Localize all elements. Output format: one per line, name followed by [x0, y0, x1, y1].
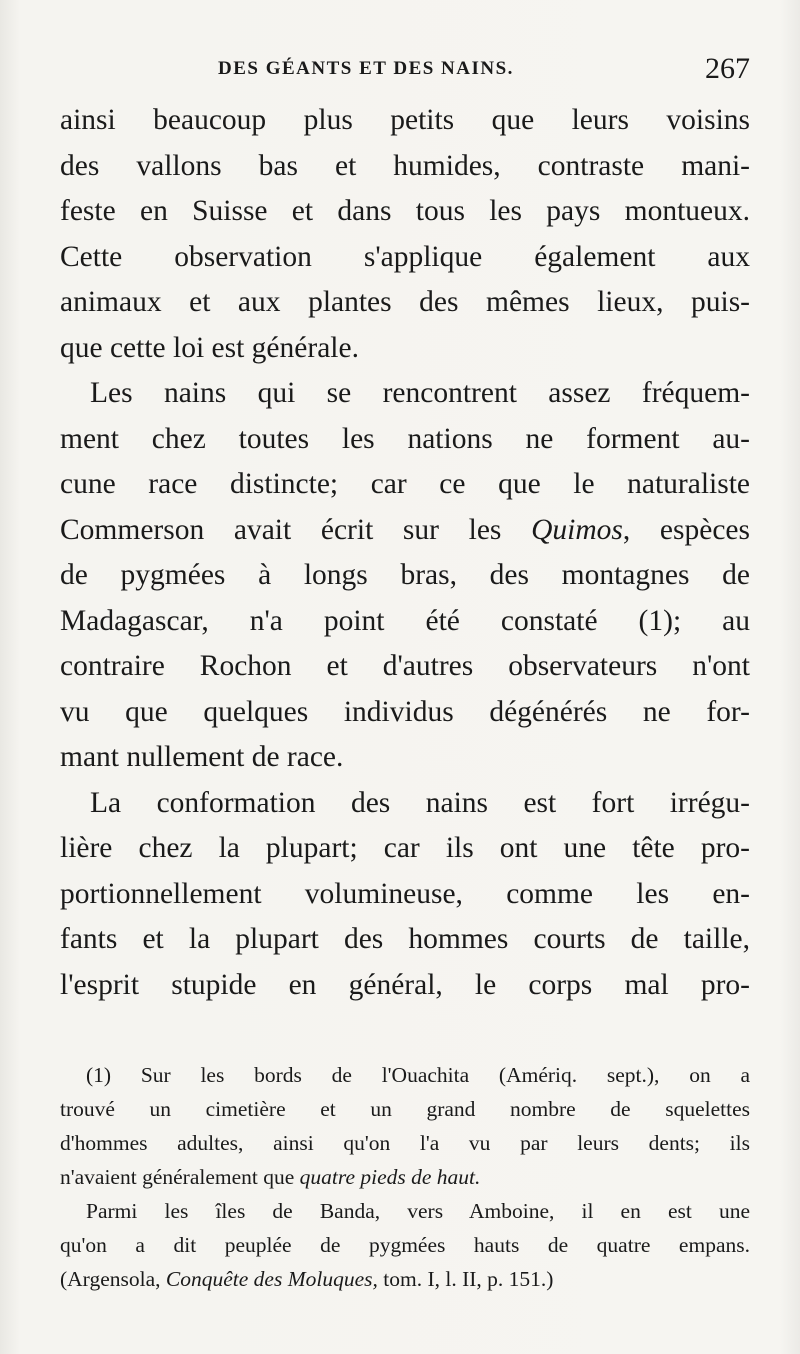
text-line: vu que quelques individus dégénérés ne for-: [60, 695, 750, 728]
running-head: DES GÉANTS ET DES NAINS.: [218, 58, 514, 79]
text-line: de pygmées à longs bras, des montagnes de: [60, 559, 750, 591]
page-number: 267: [705, 52, 750, 85]
text-line: Cette observation s'applique également aux: [60, 240, 750, 273]
text-line: portionnellement volumineuse, comme les en-: [60, 877, 750, 910]
text-line-with-italic: [60, 508, 750, 554]
text-line: ment chez toutes les nations ne forment au-: [60, 422, 750, 455]
footnote-line: Parmi les îles de Banda, vers Amboine, il en est une: [86, 1199, 750, 1223]
text-line: Les nains qui se rencontrent assez fréquem-: [90, 377, 750, 409]
text-line: mant nullement de race.: [60, 741, 344, 773]
text-line: animaux et aux plantes des mêmes lieux, puis-: [60, 286, 750, 318]
text-line: que cette loi est générale.: [60, 331, 359, 364]
text-line: fants et la plupart des hommes courts de taille,: [60, 923, 750, 955]
footnote-line: (1) Sur les bords de l'Ouachita (Amériq. sept.), on a: [86, 1063, 750, 1087]
text-segment: n'avaient généralement que: [60, 1165, 295, 1189]
footnote-line: trouvé un cimetière et un grand nombre de squelettes: [60, 1097, 750, 1121]
text-segment: tom. I, l. II, p. 151.): [383, 1267, 554, 1291]
footnote-line-with-italic: [60, 1262, 750, 1296]
text-line: contraire Rochon et d'autres observateurs n'ont: [60, 650, 750, 682]
italic-term: Quimos: [531, 513, 623, 546]
text-line: l'esprit stupide en général, le corps mal pro-: [60, 968, 750, 1001]
text-line: des vallons bas et humides, contraste mani-: [60, 149, 750, 182]
text-segment: Commerson avait écrit sur les: [60, 513, 502, 546]
text-segment: , espèces: [622, 513, 751, 546]
text-line: La conformation des nains est fort irrégu-: [90, 786, 750, 819]
footnote-line: qu'on a dit peuplée de pygmées hauts de quatre empans.: [60, 1233, 750, 1257]
page-header: [60, 52, 750, 92]
footnotes: [60, 1058, 750, 1296]
text-line: cune race distincte; car ce que le naturaliste: [60, 468, 750, 500]
italic-title: Conquête des Moluques,: [165, 1267, 378, 1291]
footnote-line: d'hommes adultes, ainsi qu'on l'a vu par leurs dents; ils: [60, 1131, 750, 1155]
body-text: [60, 98, 750, 1008]
text-segment: (Argensola,: [60, 1267, 161, 1291]
italic-phrase: quatre pieds de haut.: [299, 1165, 481, 1189]
text-line: lière chez la plupart; car ils ont une tête pro-: [60, 832, 750, 864]
text-line: Madagascar, n'a point été constaté (1); au: [60, 604, 750, 637]
text-line: feste en Suisse et dans tous les pays montueux.: [60, 195, 750, 227]
text-line: ainsi beaucoup plus petits que leurs voisins: [60, 104, 750, 136]
footnote-line-with-italic: [60, 1160, 750, 1194]
